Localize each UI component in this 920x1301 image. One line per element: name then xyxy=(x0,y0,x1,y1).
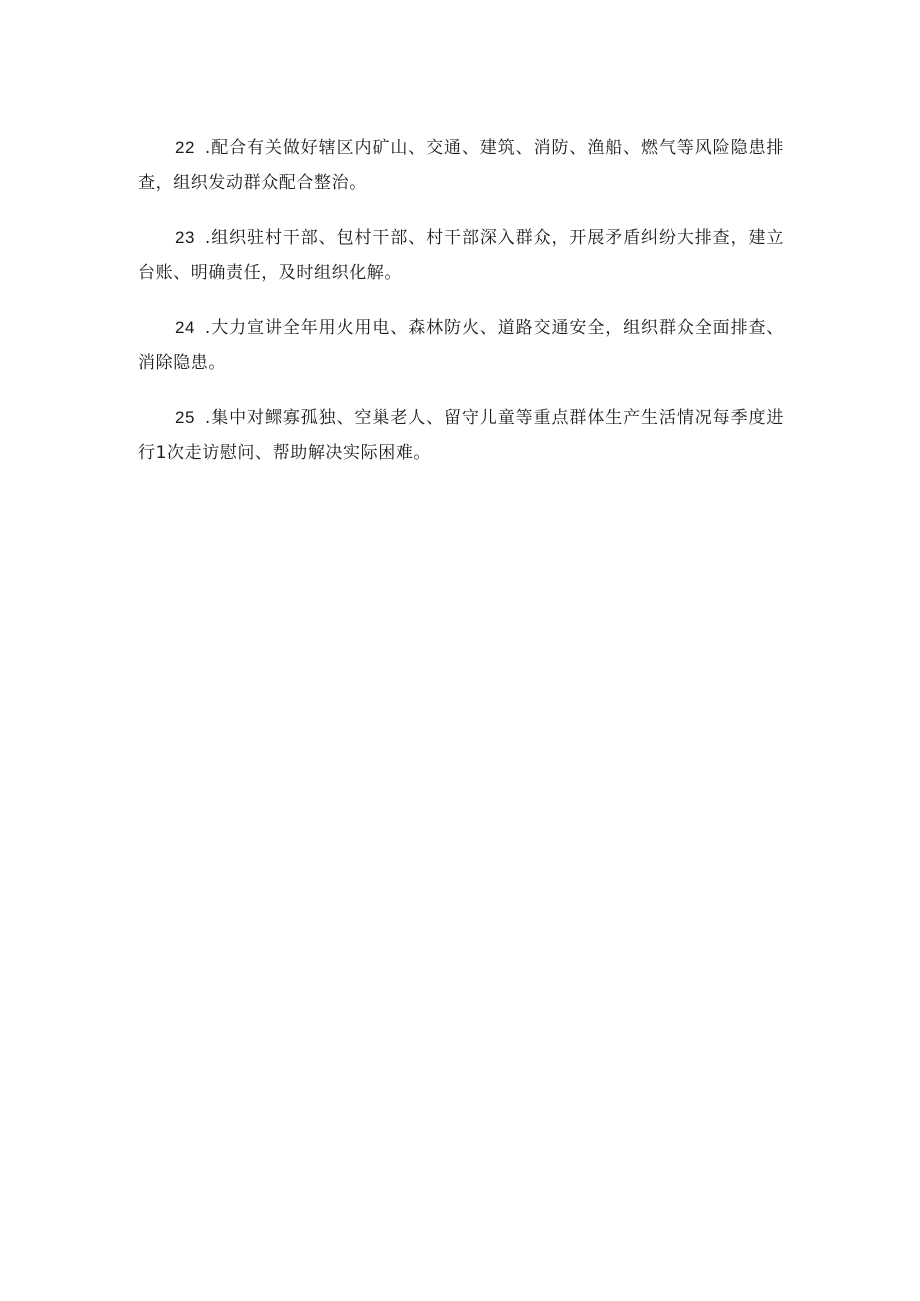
item-number: 25 xyxy=(175,408,195,427)
document-body xyxy=(138,130,784,490)
item-number: 24 xyxy=(175,318,195,337)
item-number: 22 xyxy=(175,138,195,157)
list-item xyxy=(138,310,784,381)
item-text: .配合有关做好辖区内矿山、交通、建筑、消防、渔船、燃气等风险隐患排查，组织发动群众配合整治。 xyxy=(138,138,784,193)
list-item xyxy=(138,130,784,201)
item-text: .组织驻村干部、包村干部、村干部深入群众，开展矛盾纠纷大排查，建立台账、明确责任，及时组织化解。 xyxy=(138,228,784,283)
item-text: .大力宣讲全年用火用电、森林防火、道路交通安全，组织群众全面排查、消除隐患。 xyxy=(138,318,784,373)
item-text: .集中对鳏寡孤独、空巢老人、留守儿童等重点群体生产生活情况每季度进行1次走访慰问、帮助解决实际困难。 xyxy=(138,408,784,463)
list-item xyxy=(138,400,784,471)
list-item xyxy=(138,220,784,291)
item-number: 23 xyxy=(175,228,195,247)
